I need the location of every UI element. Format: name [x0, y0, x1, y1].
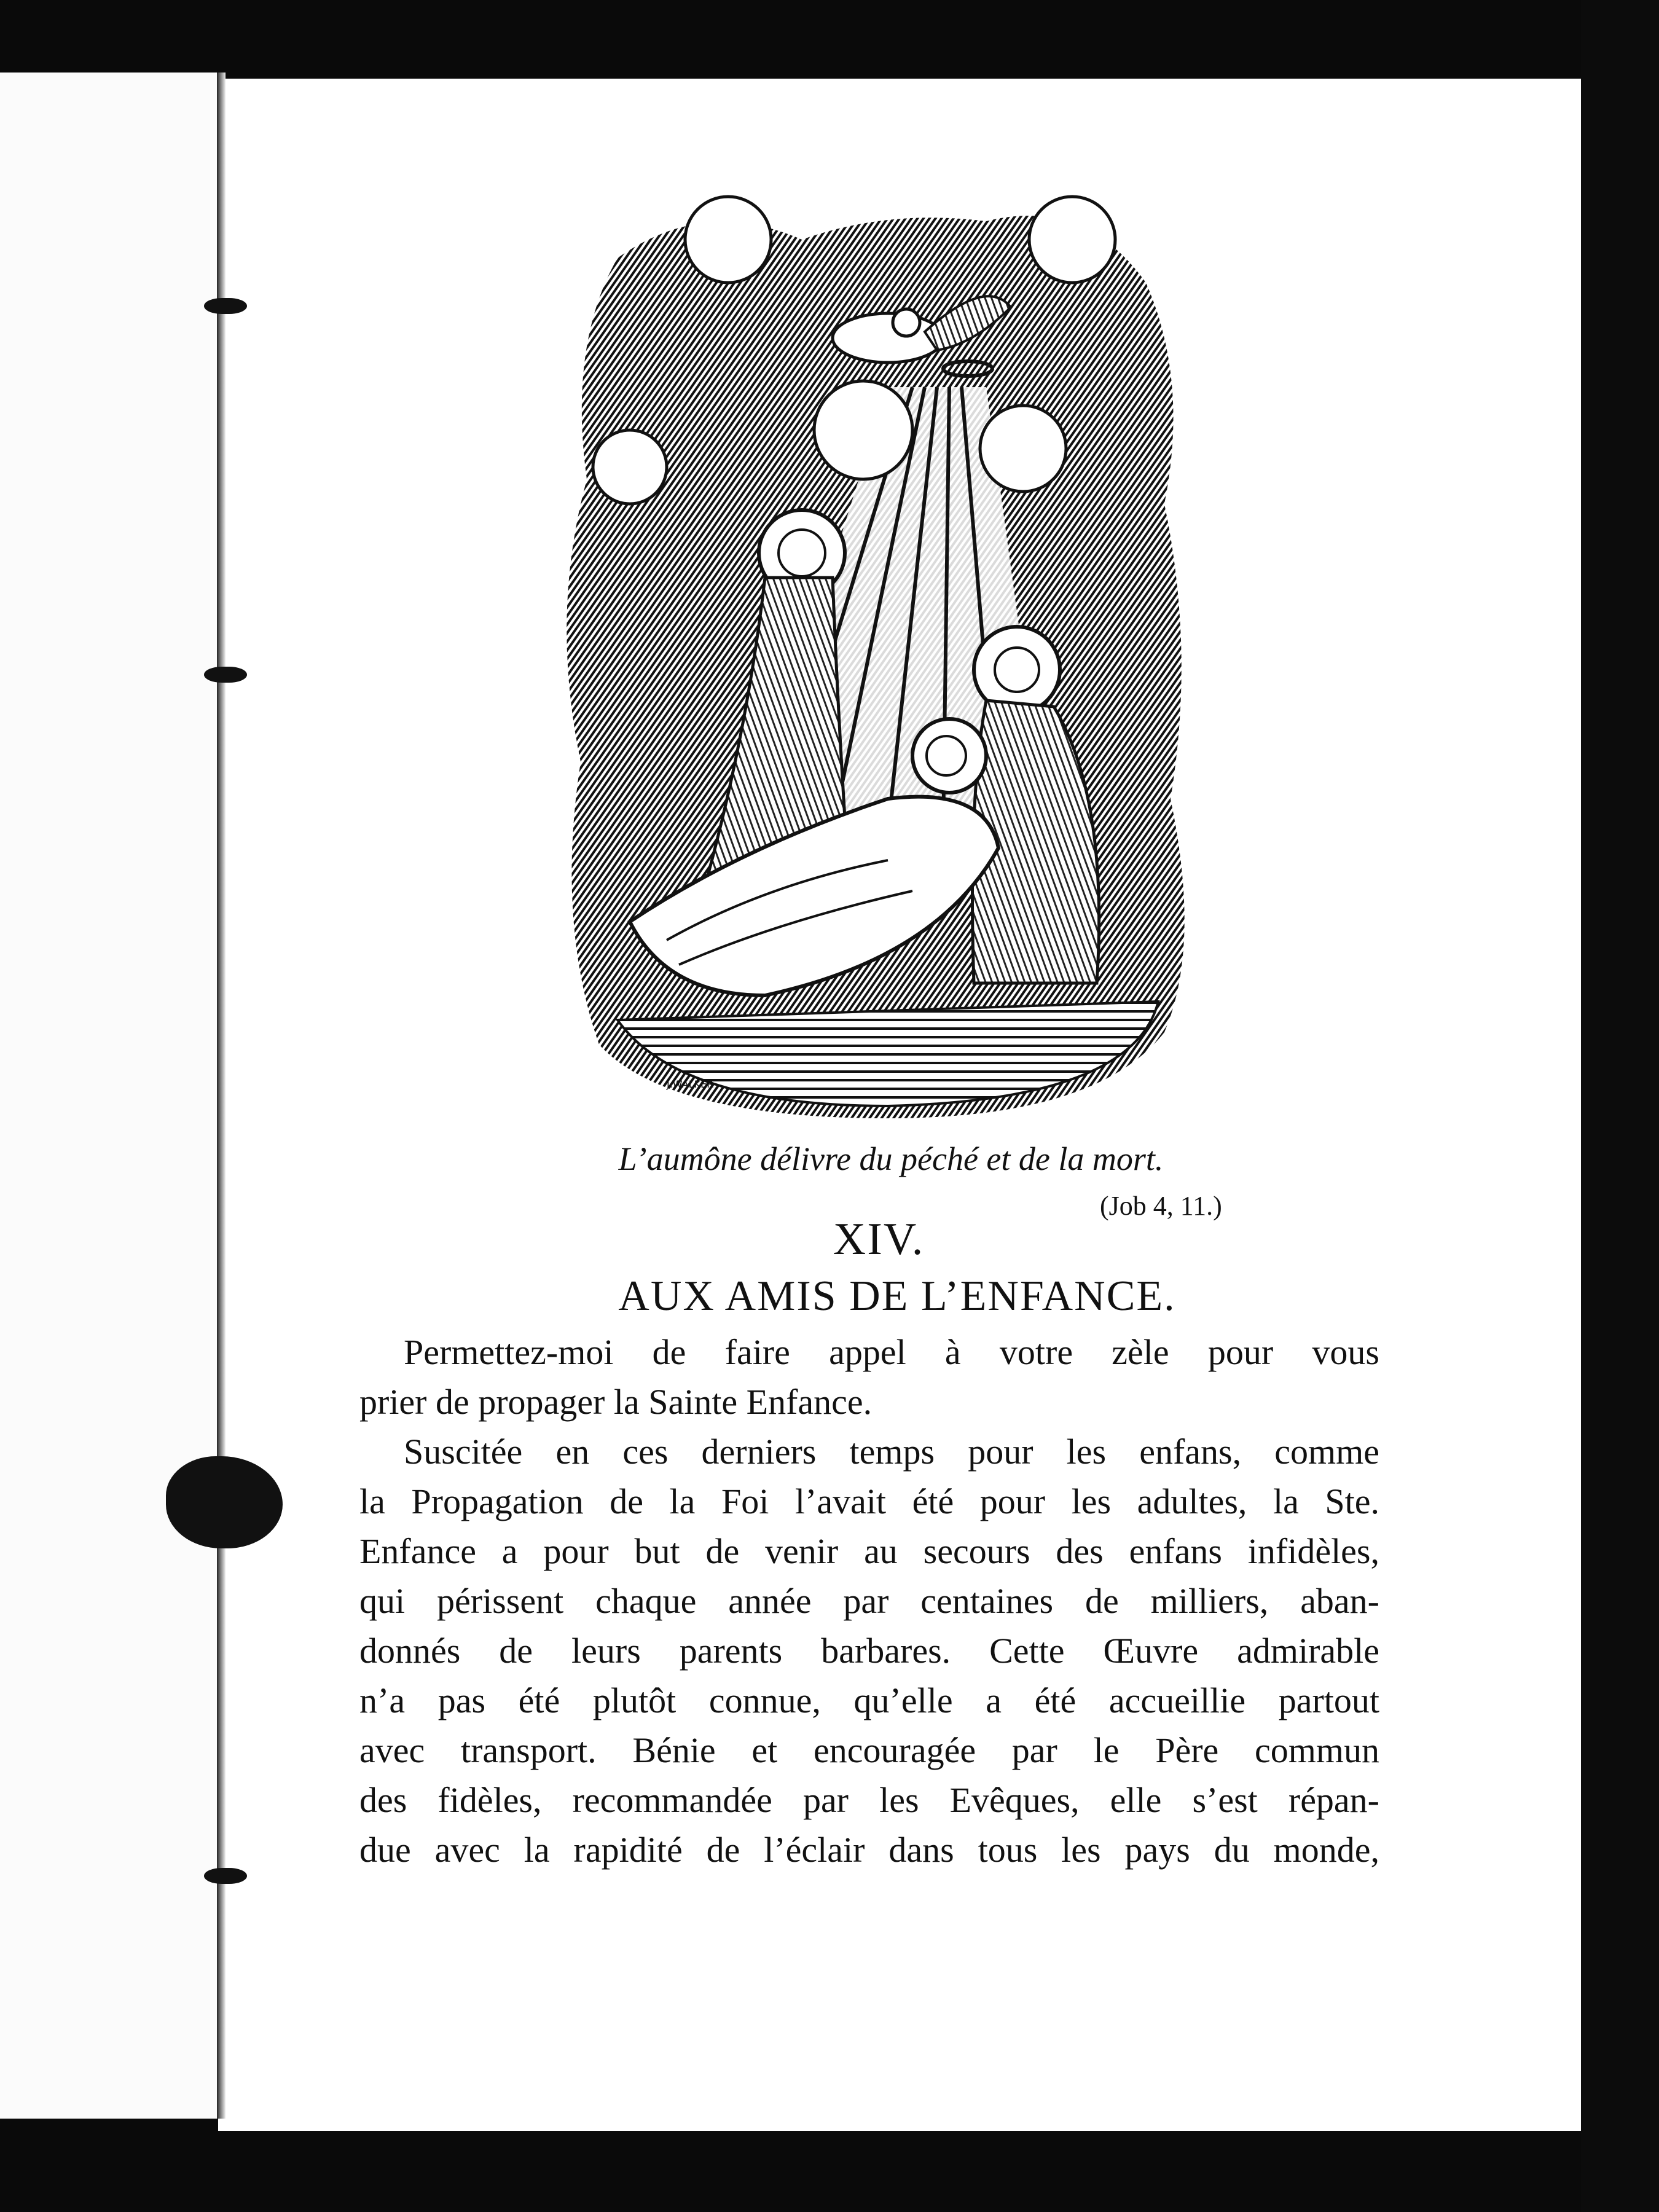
paragraph	[359, 1427, 1379, 1875]
scan-border	[1581, 0, 1659, 2212]
scripture-reference: (Job 4, 11.)	[1100, 1191, 1222, 1221]
text-line: prier de propager la Sainte Enfance.	[359, 1382, 873, 1422]
chapter-heading: AUX AMIS DE L’ENFANCE.	[618, 1273, 1176, 1320]
engraving-illustration	[544, 184, 1214, 1131]
paragraph	[359, 1327, 1379, 1427]
facing-page-edge	[0, 73, 218, 2119]
text-line: Permettez-moi de faire appel à votre zèle pour vous	[404, 1332, 1379, 1372]
text-line: Enfance a pour but de venir au secours des enfans infidèles,	[359, 1531, 1379, 1571]
text-line: des fidèles, recommandée par les Evêques, elle s’est répan-	[359, 1780, 1379, 1820]
text-line: due avec la rapidité de l’éclair dans tous les pays du monde,	[359, 1830, 1379, 1870]
text-line: avec transport. Bénie et encouragée par le Père commun	[359, 1730, 1379, 1770]
binding-stitch	[204, 1868, 247, 1884]
illustration-caption: L’aumône délivre du péché et de la mort.	[618, 1140, 1164, 1177]
binding-stitch	[204, 667, 247, 683]
text-line: qui périssent chaque année par centaines de milliers, aban-	[359, 1581, 1379, 1621]
body-text	[359, 1327, 1379, 1875]
binding-stitch	[204, 298, 247, 314]
book-gutter	[217, 73, 226, 2119]
text-line: la Propagation de la Foi l’avait été pour les adultes, la Ste.	[359, 1481, 1379, 1521]
text-line: donnés de leurs parents barbares. Cette Œuvre admirable	[359, 1631, 1379, 1671]
engraving-signature: J.WALKER	[667, 1078, 714, 1090]
chapter-number: XIV.	[833, 1214, 925, 1265]
text-line: n’a pas été plutôt connue, qu’elle a été accueillie partout	[359, 1681, 1379, 1720]
text-line: Suscitée en ces derniers temps pour les enfans, comme	[404, 1432, 1379, 1472]
